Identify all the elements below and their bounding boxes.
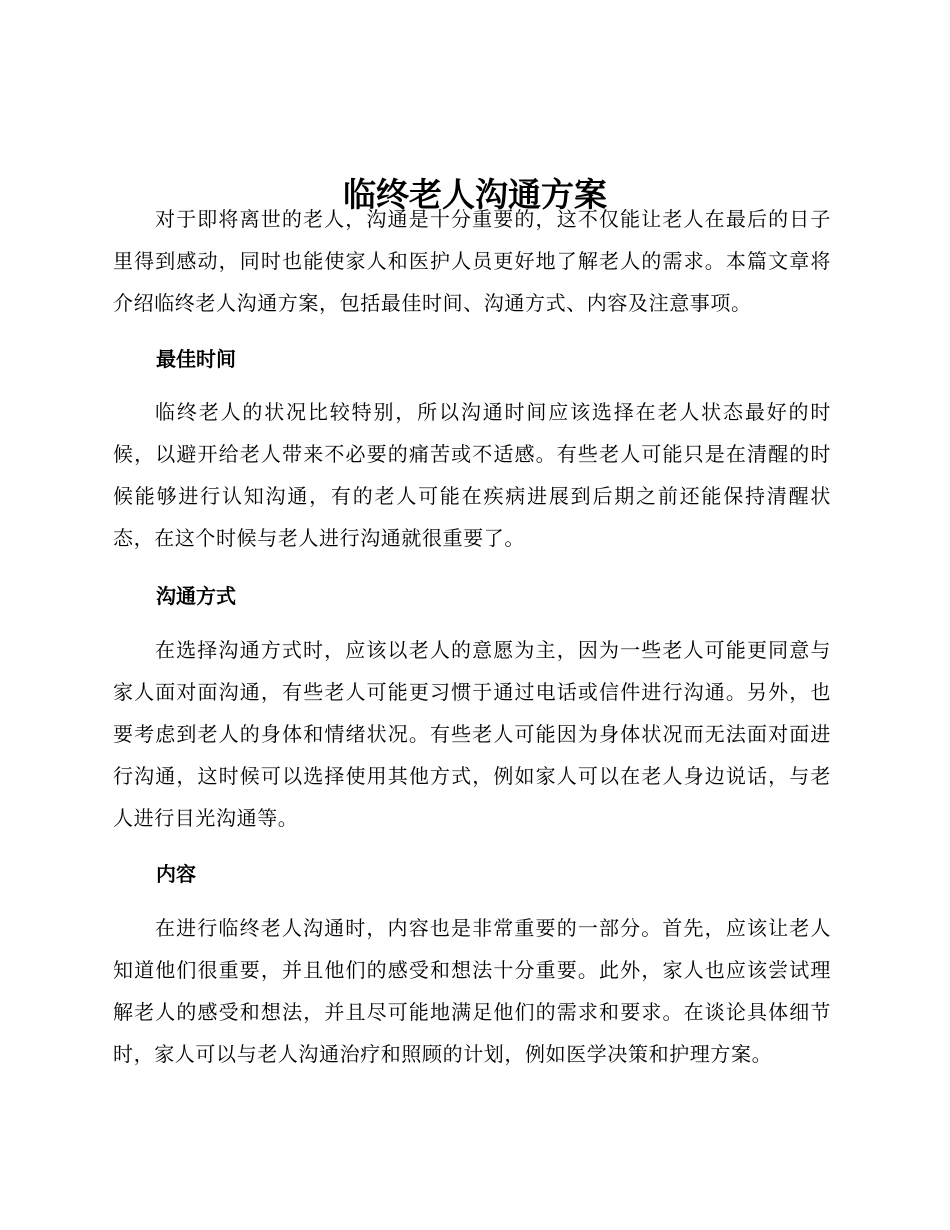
page-title: 临终老人沟通方案 <box>343 175 607 215</box>
section-heading-best-time: 最佳时间 <box>156 347 236 371</box>
section-heading-content: 内容 <box>156 862 196 886</box>
section-body-content: 在进行临终老人沟通时，内容也是非常重要的一部分。首先，应该让老人知道他们很重要，并且他们的感受和想法十分重要。此外，家人也应该尝试理解老人的感受和想法，并且尽可能地满足他们的需求和要求。在谈论具体细节时，家人可以与老人沟通治疗和照顾的计划，例如医学决策和护理方案。 <box>113 916 831 1066</box>
section-body-best-time: 临终老人的状况比较特别，所以沟通时间应该选择在老人状态最好的时候，以避开给老人带来不必要的痛苦或不适感。有些老人可能只是在清醒的时候能够进行认知沟通，有的老人可能在疾病进展到后期之前还能保持清醒状态，在这个时候与老人进行沟通就很重要了。 <box>113 400 831 550</box>
section-heading-method: 沟通方式 <box>156 584 236 608</box>
section-body-method: 在选择沟通方式时，应该以老人的意愿为主，因为一些老人可能更同意与家人面对面沟通，有些老人可能更习惯于通过电话或信件进行沟通。另外，也要考虑到老人的身体和情绪状况。有些老人可能因为身体状况而无法面对面进行沟通，这时候可以选择使用其他方式，例如家人可以在老人身边说话，与老人进行目光沟通等。 <box>113 638 831 830</box>
intro-paragraph: 对于即将离世的老人，沟通是十分重要的，这不仅能让老人在最后的日子里得到感动，同时也能使家人和医护人员更好地了解老人的需求。本篇文章将介绍临终老人沟通方案，包括最佳时间、沟通方式、内容及注意事项。 <box>113 207 831 315</box>
